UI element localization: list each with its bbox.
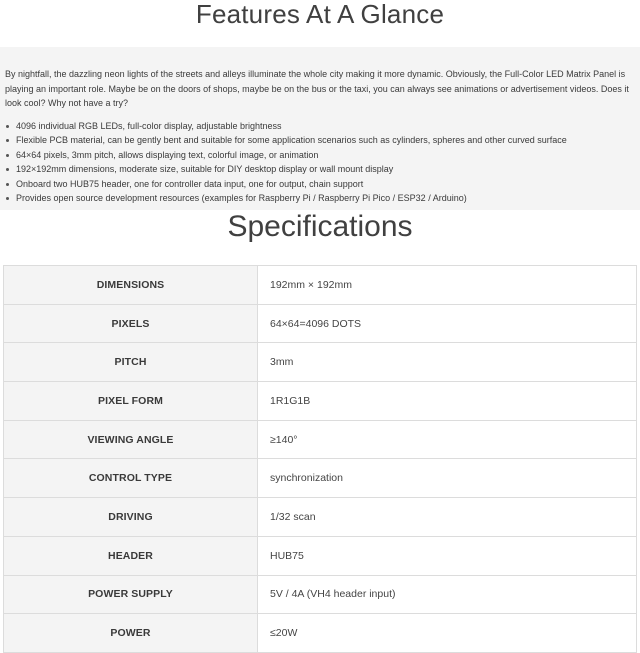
- spec-label: POWER: [4, 614, 258, 653]
- spec-row-driving: [4, 498, 637, 537]
- spec-value: 1/32 scan: [258, 498, 637, 537]
- bullet-icon: [6, 197, 9, 200]
- features-panel: [0, 47, 640, 210]
- spec-label: DRIVING: [4, 498, 258, 537]
- spec-label: CONTROL TYPE: [4, 459, 258, 498]
- bullet-icon: [6, 168, 9, 171]
- spec-value: 1R1G1B: [258, 382, 637, 421]
- feature-text: Flexible PCB material, can be gently bent and suitable for some application scenarios such as cylinders, spheres and other curved surface: [16, 135, 567, 146]
- feature-text: Onboard two HUB75 header, one for controller data input, one for output, chain support: [16, 178, 364, 189]
- spec-value: 3mm: [258, 343, 637, 382]
- spec-value: ≤20W: [258, 614, 637, 653]
- spec-row-header: [4, 536, 637, 575]
- features-list: [5, 119, 635, 205]
- spec-label: PITCH: [4, 343, 258, 382]
- feature-text: 64×64 pixels, 3mm pitch, allows displaying text, colorful image, or animation: [16, 149, 319, 160]
- spec-label: VIEWING ANGLE: [4, 420, 258, 459]
- feature-text: 192×192mm dimensions, moderate size, suitable for DIY desktop display or wall mount display: [16, 164, 394, 175]
- spec-value: synchronization: [258, 459, 637, 498]
- spec-row-power: [4, 614, 637, 653]
- specifications-title: Specifications: [227, 210, 413, 243]
- spec-row-dimensions: [4, 266, 637, 305]
- bullet-icon: [6, 183, 9, 186]
- spec-value: 192mm × 192mm: [258, 266, 637, 305]
- spec-label: PIXELS: [4, 304, 258, 343]
- features-title: Features At A Glance: [195, 0, 445, 29]
- feature-text: Provides open source development resources (examples for Raspberry Pi / Raspberry Pi Pico / ESP32 / Arduino): [16, 193, 467, 204]
- spec-label: DIMENSIONS: [4, 266, 258, 305]
- spec-row-power-supply: [4, 575, 637, 614]
- spec-value: 64×64=4096 DOTS: [258, 304, 637, 343]
- specifications-table: [3, 265, 637, 653]
- spec-row-control-type: [4, 459, 637, 498]
- feature-text: 4096 individual RGB LEDs, full-color display, adjustable brightness: [16, 121, 282, 131]
- spec-row-pitch: [4, 343, 637, 382]
- spec-label: POWER SUPPLY: [4, 575, 258, 614]
- spec-value: 5V / 4A (VH4 header input): [258, 575, 637, 614]
- features-intro: By nightfall, the dazzling neon lights of the streets and alleys illuminate the whole city making it more dynamic. Obviously, the Full-Color LED Matrix Panel is playing an important role. Maybe be on the doors of shops, maybe be on the bus or the taxi, you can always see animations or advertisement videos. Does it look cool? Why not have a try?: [5, 69, 629, 108]
- feature-item: [5, 191, 635, 205]
- feature-item: [5, 119, 635, 133]
- spec-row-pixels: [4, 304, 637, 343]
- spec-value: HUB75: [258, 536, 637, 575]
- feature-item: [5, 162, 635, 176]
- spec-row-pixel-form: [4, 382, 637, 421]
- feature-item: [5, 133, 635, 147]
- bullet-icon: [6, 139, 9, 142]
- spec-value: ≥140°: [258, 420, 637, 459]
- spec-label: PIXEL FORM: [4, 382, 258, 421]
- spec-label: HEADER: [4, 536, 258, 575]
- feature-item: [5, 177, 635, 191]
- spec-row-viewing-angle: [4, 420, 637, 459]
- bullet-icon: [6, 125, 9, 128]
- feature-item: [5, 148, 635, 162]
- bullet-icon: [6, 154, 9, 157]
